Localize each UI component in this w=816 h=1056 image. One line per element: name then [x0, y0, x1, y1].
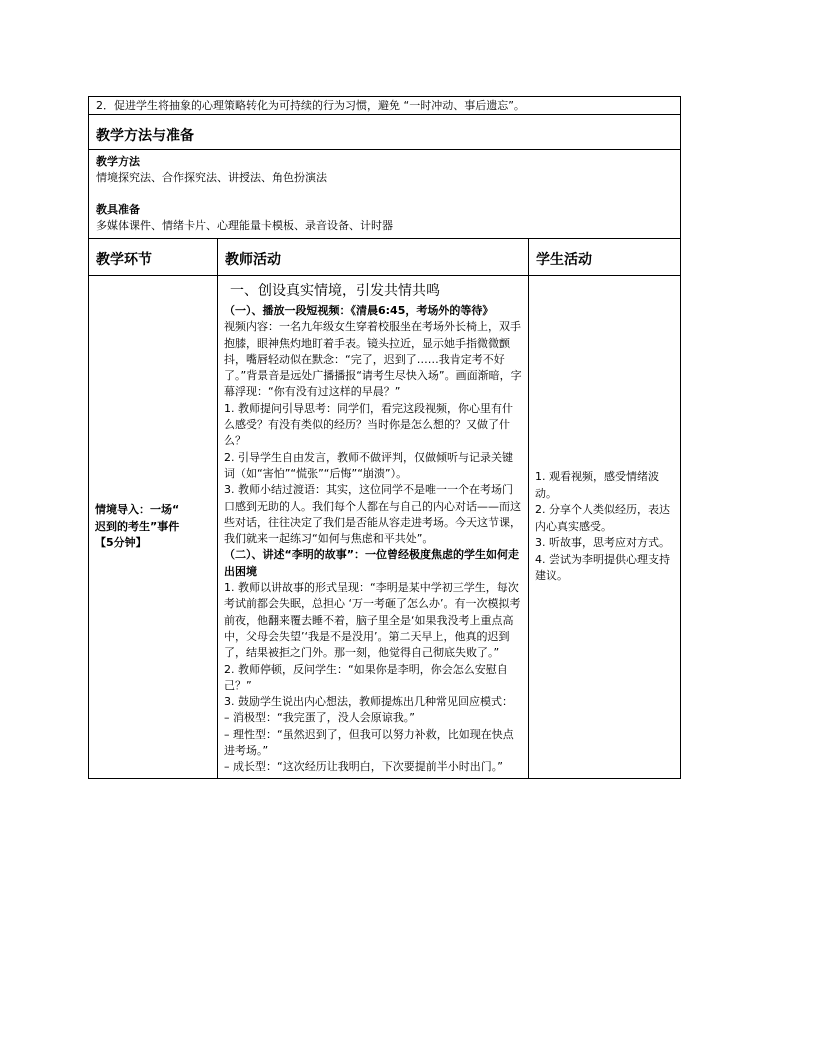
stage-cell [89, 276, 218, 779]
goal-row [89, 97, 681, 115]
part2-paragraph: 1. 教师以讲故事的形式呈现：“李明是某中学初三学生，每次考试前都会失眠，总担心 ‘万一考砸了怎么办’。有一次模拟考前夜，他翻来覆去睡不着，脑子里全是‘如果我没考上重点高中，父母会失望’‘我是不是没用’。第二天早上，他真的迟到了，结果被拒之门外。那一刻，他觉得自己彻底失败了。” [224, 581, 521, 660]
part1-paragraph: 2. 引导学生自由发言，教师不做评判，仅做倾听与记录关键词（如“害怕”“慌张”“后悔”“崩溃”）。 [224, 450, 513, 480]
part1-paragraph: 1. 教师提问引导思考：同学们，看完这段视频，你心里有什么感受？有没有类似的经历？当时你是怎么想的？又做了什么？ [224, 401, 513, 448]
response-type-growth: – 成长型：“这次经历让我明白，下次要提前半小时出门。” [224, 760, 503, 774]
header-student: 学生活动 [529, 239, 681, 276]
header-teacher: 教师活动 [218, 239, 529, 276]
student-activity-item: 4. 尝试为李明提供心理支持建议。 [535, 552, 670, 583]
activity-heading: 一、创设真实情境，引发共情共鸣 [230, 283, 440, 299]
part1-paragraph: 视频内容：一名九年级女生穿着校服坐在考场外长椅上，双手抱膝，眼神焦灼地盯着手表。镜头拉近，显示她手指微微颤抖，嘴唇轻动似在默念：“完了，迟到了……我肯定考不好了。”背景音是远处广播播报“请考生尽快入场”。画面渐暗，字幕浮现：“你有没有过这样的早晨？” [224, 320, 522, 399]
teacher-activity-cell [218, 276, 529, 779]
tools-label: 教具准备 [96, 203, 140, 216]
part1-paragraph: 3. 教师小结过渡语：其实，这位同学不是唯一一个在考场门口感到无助的人。我们每个人都在与自己的内心对话——而这些对话，往往决定了我们是否能从容走进考场。今天这节课，我们就来一起练习“如何与焦虑和平共处”。 [224, 483, 521, 546]
student-activity-cell [529, 276, 681, 779]
lesson-plan-table [88, 96, 681, 779]
methods-block [89, 150, 681, 239]
stage-duration: 【5分钟】 [95, 536, 147, 550]
activity-row [89, 276, 681, 779]
methods-row [89, 150, 681, 239]
student-activity-item: 1. 观看视频，感受情绪波动。 [535, 470, 659, 500]
part2-paragraph: 3. 鼓励学生说出内心想法，教师提炼出几种常见回应模式： [224, 695, 513, 709]
methods-text: 情境探究法、合作探究法、讲授法、角色扮演法 [96, 171, 327, 184]
goal-line: 2．促进学生将抽象的心理策略转化为可持续的行为习惯，避免 “一时冲动、事后遗忘”。 [89, 97, 681, 115]
stage-line-1: 情境导入：一场“ [95, 503, 180, 517]
lesson-plan-page [88, 96, 680, 779]
student-activity-item: 2. 分享个人类似经历，表达内心真实感受。 [535, 503, 670, 533]
section-title: 教学方法与准备 [89, 115, 681, 150]
part1-title: （一）、播放一段短视频：《清晨6:45，考场外的等待》 [224, 304, 494, 317]
table-header-row [89, 239, 681, 276]
methods-label: 教学方法 [96, 155, 140, 168]
student-activity-item: 3. 听故事，思考应对方式。 [535, 536, 670, 550]
part2-paragraph: 2. 教师停顿，反问学生：“如果你是李明，你会怎么安慰自己？” [224, 662, 508, 692]
header-stage: 教学环节 [89, 239, 218, 276]
response-type-rational: – 理性型：“虽然迟到了，但我可以努力补救，比如现在快点进考场。” [224, 727, 514, 758]
tools-text: 多媒体课件、情绪卡片、心理能量卡模板、录音设备、计时器 [96, 219, 393, 232]
part2-title: （二）、讲述“李明的故事”：一位曾经极度焦虑的学生如何走出困境 [224, 548, 519, 578]
methods-title-row [89, 115, 681, 150]
response-type-negative: – 消极型：“我完蛋了，没人会原谅我。” [224, 711, 415, 725]
stage-line-2: 迟到的考生”事件 [95, 519, 180, 533]
